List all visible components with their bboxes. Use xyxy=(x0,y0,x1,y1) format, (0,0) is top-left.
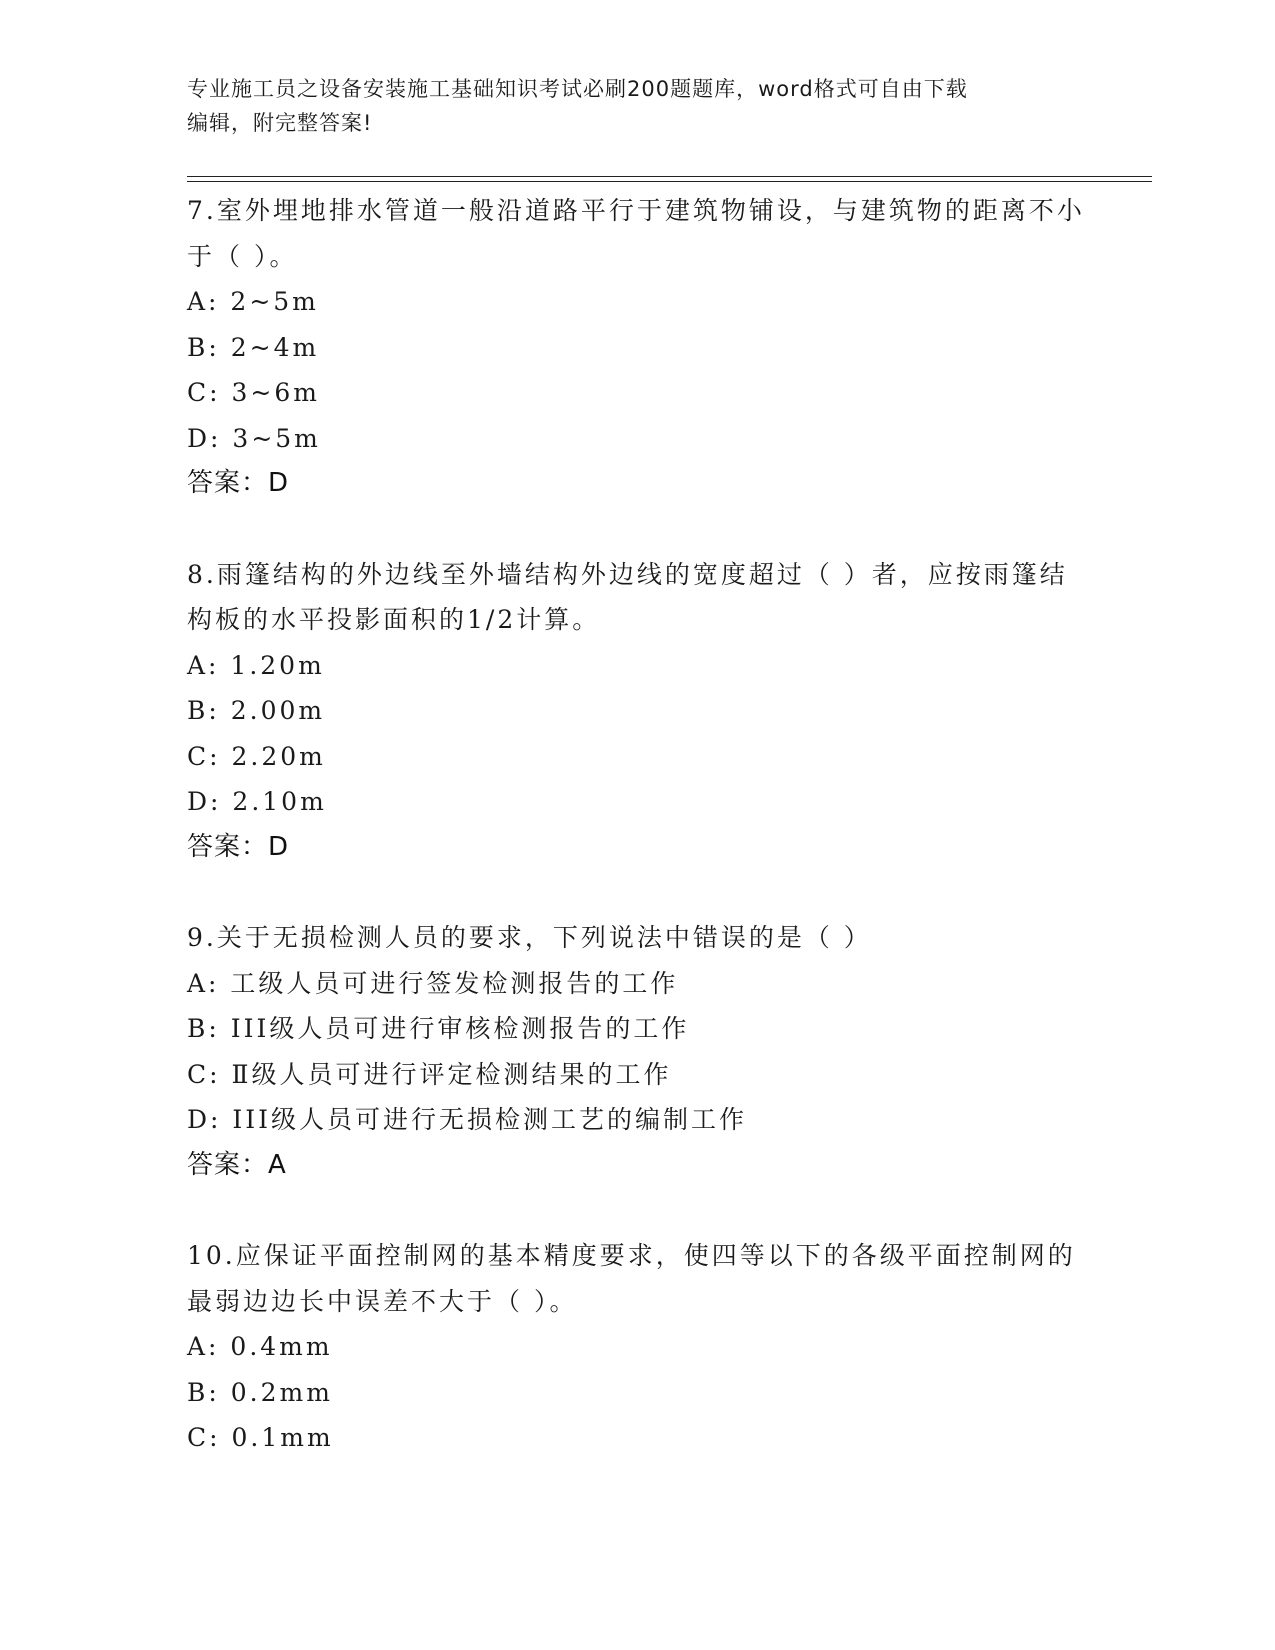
question-10 xyxy=(187,1233,1087,1461)
answer-value: D xyxy=(268,831,290,862)
document-header xyxy=(187,72,1087,140)
header-line-1: 专业施工员之设备安装施工基础知识考试必刷200题题库，word格式可自由下载 xyxy=(187,77,968,101)
option-b: B: 2.00m xyxy=(187,696,326,725)
option-d: D: 2.10m xyxy=(187,787,327,816)
option-d: D: 3~5m xyxy=(187,423,321,453)
header-divider-bottom xyxy=(187,181,1152,182)
answer-value: D xyxy=(268,468,290,498)
question-text: 9.关于无损检测人员的要求，下列说法中错误的是（ ） xyxy=(187,923,872,952)
option-c: C: Ⅱ级人员可进行评定检测结果的工作 xyxy=(187,1059,672,1089)
question-text: 10.应保证平面控制网的基本精度要求，使四等以下的各级平面控制网的最弱边边长中误差不大于（ ）。 xyxy=(187,1241,1076,1316)
option-c: C: 0.1mm xyxy=(187,1423,334,1452)
answer-label: 答案： xyxy=(187,468,269,498)
option-a: A: 1.20m xyxy=(187,650,325,680)
option-c: C: 2.20m xyxy=(187,741,326,771)
option-b: B: 2~4m xyxy=(187,332,320,362)
answer-label: 答案： xyxy=(187,1149,269,1180)
answer-value: A xyxy=(268,1149,287,1180)
header-divider-top xyxy=(187,176,1152,177)
answer-label: 答案： xyxy=(187,831,269,862)
header-line-2: 编辑，附完整答案! xyxy=(187,111,373,135)
option-b: B: 0.2mm xyxy=(187,1377,333,1407)
option-b: B: III级人员可进行审核检测报告的工作 xyxy=(187,1014,690,1043)
option-a: A: 2~5m xyxy=(187,287,319,316)
question-text: 7.室外埋地排水管道一般沿道路平行于建筑物铺设，与建筑物的距离不小于（ ）。 xyxy=(187,196,1085,271)
option-c: C: 3~6m xyxy=(187,378,320,407)
option-d: D: III级人员可进行无损检测工艺的编制工作 xyxy=(187,1105,748,1134)
option-a: A: 工级人员可进行签发检测报告的工作 xyxy=(187,968,679,998)
question-9 xyxy=(187,915,1087,1188)
question-list xyxy=(187,188,1087,1506)
answer-line xyxy=(187,461,1087,507)
answer-line xyxy=(187,825,1087,871)
answer-line xyxy=(187,1143,1087,1189)
question-8 xyxy=(187,552,1087,871)
question-text: 8.雨篷结构的外边线至外墙结构外边线的宽度超过（ ）者，应按雨篷结构板的水平投影面积的1/2计算。 xyxy=(187,559,1068,634)
question-7 xyxy=(187,188,1087,507)
option-a: A: 0.4mm xyxy=(187,1332,333,1361)
